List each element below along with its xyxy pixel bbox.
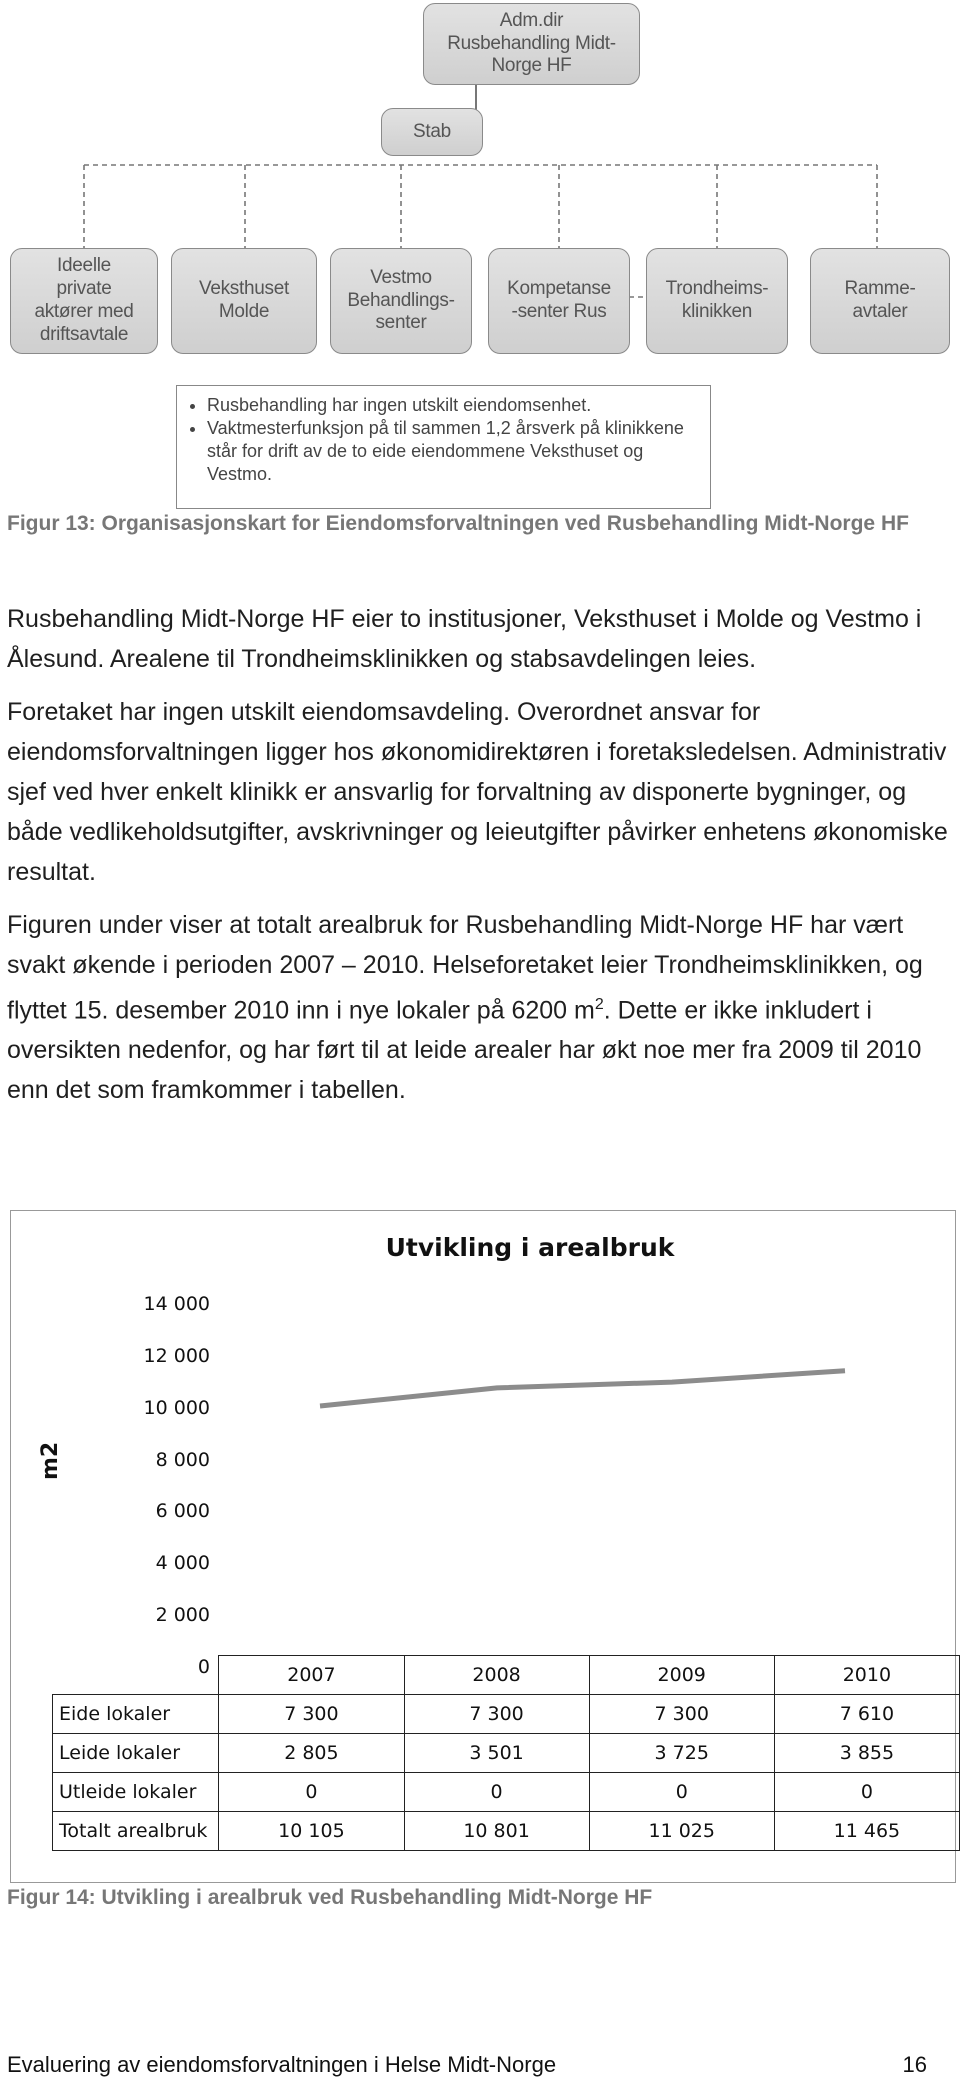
paragraph: Rusbehandling Midt-Norge HF eier to institusjoner, Veksthuset i Molde og Vestmo i Ålesund. Arealene til Trondheimsklinikken og stabsavdelingen leies. (7, 605, 922, 673)
table-cell: 11 465 (774, 1812, 959, 1851)
org-box-unit: Vestmo Behandlings- senter (330, 248, 472, 354)
series-line (320, 1371, 845, 1406)
table-cell: 7 300 (404, 1695, 589, 1734)
org-box-unit: Trondheims- klinikken (646, 248, 788, 354)
table-header-year: 2008 (404, 1656, 589, 1695)
row-label: Utleide lokaler (53, 1773, 219, 1812)
table-cell: 3 855 (774, 1734, 959, 1773)
table-cell: 10 105 (219, 1812, 404, 1851)
page-footer (7, 2052, 927, 2078)
page-number: 16 (902, 2052, 927, 2077)
table-cell: 7 610 (774, 1695, 959, 1734)
paragraph: Foretaket har ingen utskilt eiendomsavdeling. Overordnet ansvar for eiendomsforvaltningen ligger hos økonomidirektøren i foretaksledelsen. Administrativ sjef ved hver enkelt klinikk er ansvarlig for forvaltning av disponerte bygninger, og både vedlikeholdsutgifter, avskrivninger og leieutgifter påvirker enhetens økonomiske resultat. (7, 698, 948, 886)
data-table (52, 1655, 960, 1851)
table-row (53, 1734, 960, 1773)
figure-13-caption: Figur 13: Organisasjonskart for Eiendomsforvaltningen ved Rusbehandling Midt-Norge HF (7, 512, 909, 535)
table-cell: 0 (589, 1773, 774, 1812)
y-tick-label: 10 000 (143, 1396, 210, 1419)
footer-title: Evaluering av eiendomsforvaltningen i Helse Midt-Norge (7, 2052, 557, 2077)
note-item: • Rusbehandling har ingen utskilt eiendomsenhet. (207, 394, 700, 417)
table-header-year: 2010 (774, 1656, 959, 1695)
y-tick-label: 2 000 (155, 1604, 210, 1627)
table-cell: 11 025 (589, 1812, 774, 1851)
org-box-unit: Ideelle private aktører med driftsavtale (10, 248, 158, 354)
table-cell: 3 725 (589, 1734, 774, 1773)
table-cell: 0 (404, 1773, 589, 1812)
table-header-year: 2009 (589, 1656, 774, 1695)
table-cell: 7 300 (219, 1695, 404, 1734)
y-tick-label: 8 000 (155, 1448, 210, 1471)
y-tick-label: 12 000 (143, 1344, 210, 1367)
table-cell: 7 300 (589, 1695, 774, 1734)
superscript: 2 (594, 996, 604, 1013)
org-box-unit: Ramme- avtaler (810, 248, 950, 354)
org-box-unit: Veksthuset Molde (171, 248, 317, 354)
y-tick-label: 0 (197, 1656, 210, 1678)
table-cell: 10 801 (404, 1812, 589, 1851)
paragraph-text: . Dette er ikke inkludert i oversikten nedenfor, og har ført til at leide arealer har økt noe mer fra 2009 til 2010 enn det som framkommer i tabellen. (7, 996, 922, 1105)
org-box-adm-dir: Adm.dir Rusbehandling Midt- Norge HF (423, 3, 640, 85)
row-label: Leide lokaler (53, 1734, 219, 1773)
chart-title: Utvikling i arealbruk (385, 1233, 675, 1262)
table-cell: 0 (774, 1773, 959, 1812)
figure-14-caption: Figur 14: Utvikling i arealbruk ved Rusbehandling Midt-Norge HF (7, 1886, 653, 1909)
org-box-stab: Stab (381, 108, 483, 156)
y-tick-label: 4 000 (155, 1552, 210, 1575)
row-label: Eide lokaler (53, 1695, 219, 1734)
org-box-unit: Kompetanse -senter Rus (488, 248, 630, 354)
row-label: Totalt arealbruk (53, 1812, 219, 1851)
table-header-year: 2007 (219, 1656, 404, 1695)
table-row (53, 1773, 960, 1812)
y-tick-label: 6 000 (155, 1500, 210, 1523)
table-row (53, 1695, 960, 1734)
table-cell: 0 (219, 1773, 404, 1812)
table-cell: 3 501 (404, 1734, 589, 1773)
table-row (53, 1812, 960, 1851)
y-axis-label: m2 (38, 1441, 63, 1480)
note-item: • Vaktmesterfunksjon på til sammen 1,2 årsverk på klinikkene står for drift av de to eide eiendommene Veksthuset og Vestmo. (207, 417, 700, 486)
table-corner (53, 1656, 219, 1695)
paragraph-text: Figuren under viser at totalt arealbruk for Rusbehandling Midt-Norge HF har vært svakt økende i perioden 2007 – 2010. Helseforetaket leier Trondheimsklinikken, og flyttet 15. desember 2010 inn i nye lokaler på 6200 m (7, 911, 923, 1025)
y-tick-label: 14 000 (143, 1293, 210, 1315)
table-cell: 2 805 (219, 1734, 404, 1773)
